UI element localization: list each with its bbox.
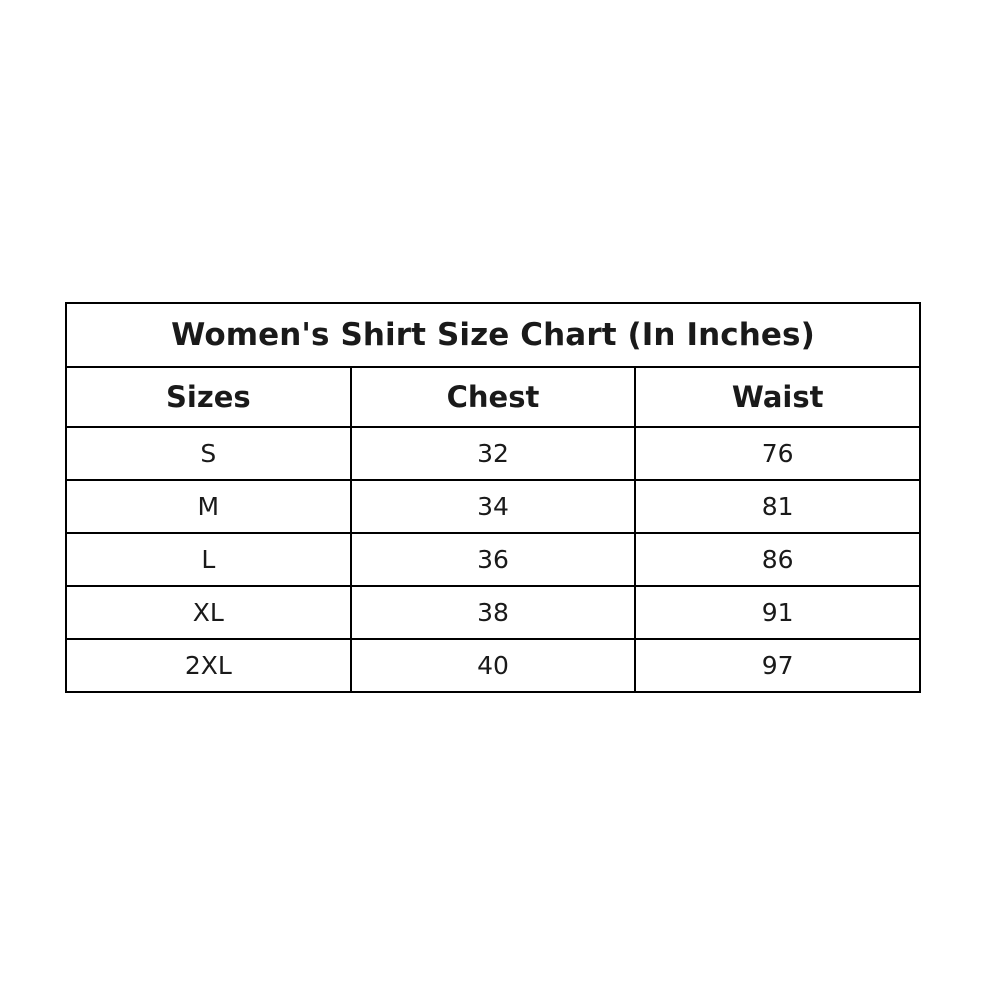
cell-waist: 86 — [635, 533, 920, 586]
table-header-row — [66, 367, 920, 427]
cell-waist: 97 — [635, 639, 920, 692]
column-header-waist: Waist — [635, 367, 920, 427]
cell-chest: 36 — [351, 533, 636, 586]
cell-size: 2XL — [66, 639, 351, 692]
table-row — [66, 480, 920, 533]
cell-size: S — [66, 427, 351, 480]
cell-size: M — [66, 480, 351, 533]
table-row — [66, 586, 920, 639]
cell-chest: 38 — [351, 586, 636, 639]
cell-chest: 40 — [351, 639, 636, 692]
page-title: Women's Shirt Size Chart (In Inches) — [66, 303, 920, 367]
cell-size: XL — [66, 586, 351, 639]
cell-waist: 81 — [635, 480, 920, 533]
table-row — [66, 639, 920, 692]
cell-waist: 76 — [635, 427, 920, 480]
table-title-row — [66, 303, 920, 367]
column-header-sizes: Sizes — [66, 367, 351, 427]
cell-chest: 34 — [351, 480, 636, 533]
cell-waist: 91 — [635, 586, 920, 639]
table-row — [66, 533, 920, 586]
size-chart-table — [65, 302, 921, 693]
cell-chest: 32 — [351, 427, 636, 480]
table-row — [66, 427, 920, 480]
cell-size: L — [66, 533, 351, 586]
column-header-chest: Chest — [351, 367, 636, 427]
